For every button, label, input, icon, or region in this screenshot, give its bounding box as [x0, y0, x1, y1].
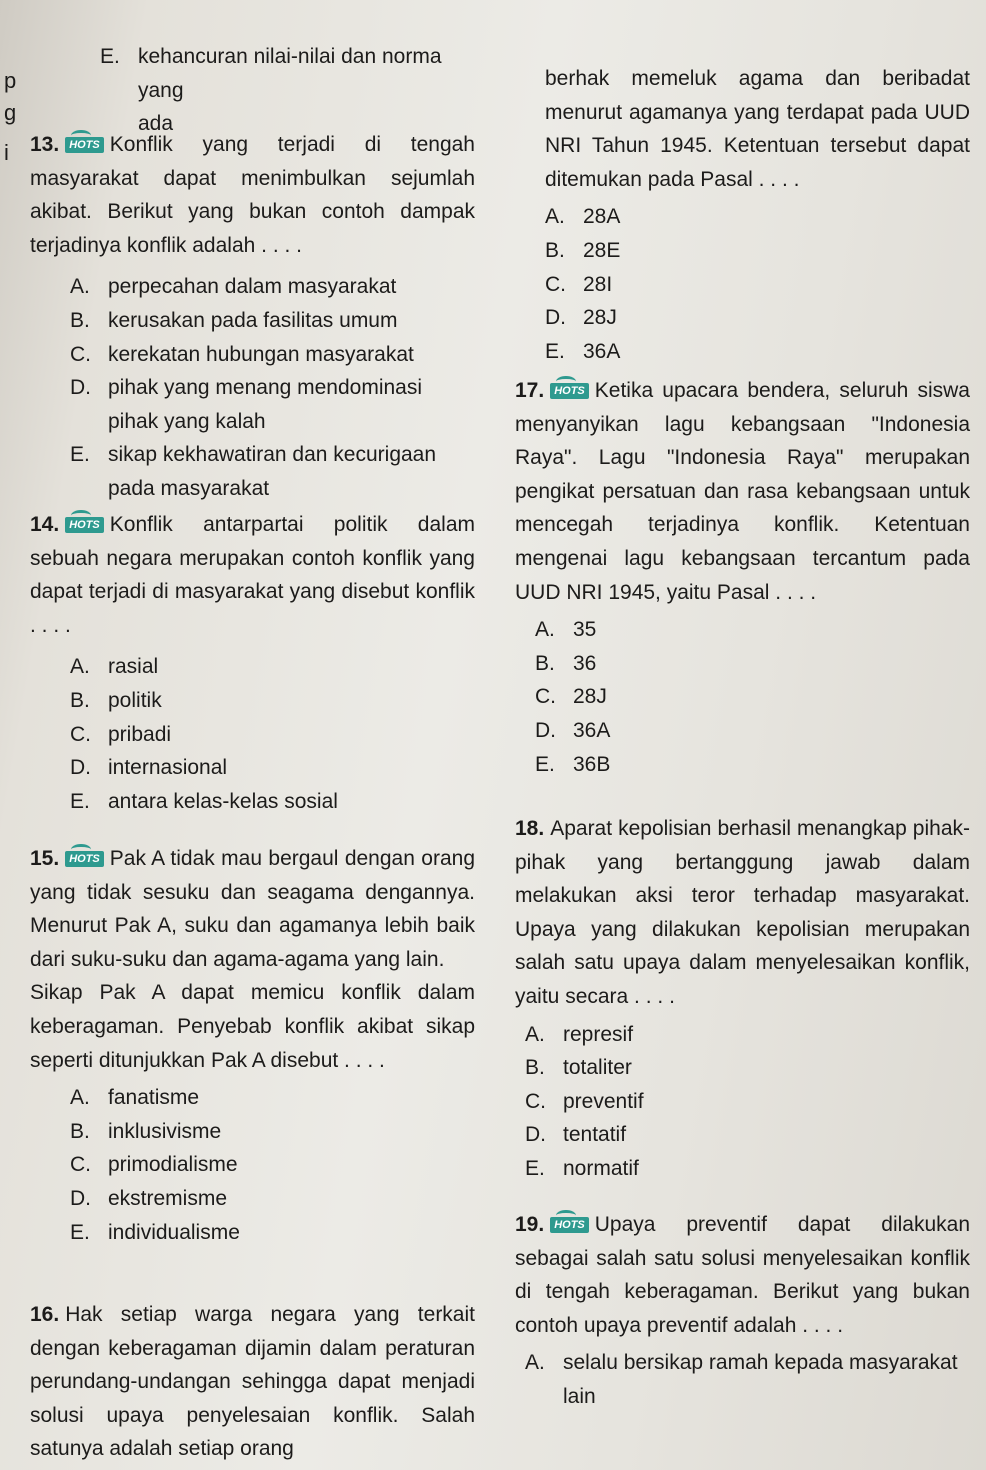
option-letter: A.: [70, 655, 90, 679]
option-e: [545, 335, 970, 369]
option-text: sikap kekhawatiran dan kecurigaan pada masyarakat: [108, 443, 437, 500]
question-text: Ketika upacara bendera, seluruh siswa menyanyikan lagu kebangsaan "Indonesia Raya". Lagu "Indonesia Raya" merupakan pengikat persatuan dan rasa kebangsaan untuk mencegah terjadinya konflik. Ketentuan mengenai lagu kebangsaan tercantum pada UUD NRI 1945, yaitu Pasal . . . .: [515, 379, 970, 604]
option-text: antara kelas-kelas sosial: [108, 789, 338, 813]
option-text: totaliter: [563, 1056, 632, 1080]
hots-badge-icon: HOTS: [550, 383, 589, 399]
option-text: 28J: [573, 685, 607, 709]
option-text: 36: [573, 651, 597, 675]
option-d: [70, 1182, 475, 1216]
hots-badge-icon: HOTS: [65, 137, 104, 153]
option-a: [70, 270, 475, 304]
option-letter: C.: [70, 342, 91, 366]
option-d: [535, 714, 970, 748]
option-letter: D.: [70, 376, 91, 400]
option-b: [70, 1115, 475, 1149]
question-17: [515, 374, 970, 781]
option-letter: B.: [525, 1056, 545, 1080]
option-b: [545, 234, 970, 268]
question-15: [30, 842, 475, 1249]
option-c: [70, 338, 475, 372]
option-letter: B.: [70, 1119, 90, 1143]
option-text: 28E: [583, 238, 621, 262]
question-number: 14.: [30, 513, 60, 536]
option-list: [30, 270, 475, 505]
question-stem: [30, 842, 475, 976]
option-a: [525, 1346, 970, 1413]
option-letter: D.: [545, 306, 566, 330]
option-letter: D.: [70, 1186, 91, 1210]
option-c: [70, 1148, 475, 1182]
option-text: 36B: [573, 752, 611, 776]
question-stem: [515, 1208, 970, 1342]
hots-badge-icon: HOTS: [65, 517, 104, 533]
option-c: [70, 718, 475, 752]
option-letter: E.: [70, 443, 90, 467]
question-18: [515, 812, 970, 1186]
option-d: [525, 1118, 970, 1152]
option-text: ekstremisme: [108, 1186, 228, 1210]
option-list: [515, 613, 970, 781]
option-letter: E.: [70, 1220, 90, 1244]
option-letter: C.: [535, 685, 556, 709]
option-text: represif: [563, 1022, 634, 1046]
option-letter: B.: [70, 308, 90, 332]
option-text: pribadi: [108, 722, 172, 746]
question-number: 15.: [30, 847, 60, 870]
option-text: kerusakan pada fasilitas umum: [108, 308, 398, 332]
hots-badge-icon: HOTS: [65, 851, 104, 867]
question-14: [30, 508, 475, 818]
option-letter: C.: [545, 272, 566, 296]
question-number: 19.: [515, 1213, 545, 1236]
question-12-end: [30, 40, 475, 141]
option-letter: B.: [70, 688, 90, 712]
option-letter: B.: [535, 651, 555, 675]
option-text: politik: [108, 688, 162, 712]
option-text: 28I: [583, 272, 613, 296]
question-text: Aparat kepolisian berhasil menangkap pihak-pihak yang bertanggung jawab dalam melakukan aksi teror terhadap masyarakat. Upaya yang dilakukan kepolisian merupakan salah satu upaya dalam menyelesaikan konflik, yaitu secara . . . .: [515, 817, 970, 1008]
question-text: Konflik antarpartai politik dalam sebuah negara merupakan contoh konflik yang dapat terjadi di masyarakat yang disebut konflik . . . .: [30, 513, 475, 637]
question-stem: [30, 508, 475, 642]
option-list: [30, 650, 475, 818]
option-c: [535, 680, 970, 714]
question-number: 18.: [515, 817, 545, 840]
option-b: [70, 684, 475, 718]
option-a: [545, 200, 970, 234]
option-letter: C.: [525, 1089, 546, 1113]
edge-fragment: i: [4, 140, 9, 165]
option-text: rasial: [108, 655, 159, 679]
option-b: [525, 1051, 970, 1085]
option-text: 36A: [573, 718, 611, 742]
question-16-cont: [515, 62, 970, 368]
option-text: pihak yang menang mendominasi pihak yang kalah: [108, 376, 423, 433]
option-letter: E.: [525, 1156, 545, 1180]
option-text: internasional: [108, 756, 228, 780]
option-text: 28A: [583, 205, 621, 229]
option-letter: A.: [545, 205, 565, 229]
option-text-cont: ada: [138, 112, 174, 136]
option-d: [545, 301, 970, 335]
question-text-2: Sikap Pak A dapat memicu konflik dalam keberagaman. Penyebab konflik akibat sikap seperti ditunjukkan Pak A disebut . . . .: [30, 981, 475, 1072]
option-e: [70, 438, 475, 505]
edge-fragment: p: [4, 68, 17, 93]
option-letter: E.: [535, 752, 555, 776]
option-e: [525, 1152, 970, 1186]
question-text: Hak setiap warga negara yang terkait dengan keberagaman dijamin dalam peraturan perundang-undangan sehingga dapat menjadi solusi upaya penyelesaian konflik. Salah satunya adalah setiap orang: [30, 1303, 475, 1461]
option-a: [70, 1081, 475, 1115]
option-text: fanatisme: [108, 1086, 200, 1110]
option-text: inklusivisme: [108, 1119, 222, 1143]
option-e: [535, 748, 970, 782]
question-text-cont: berhak memeluk agama dan beribadat menurut agamanya yang terdapat pada UUD NRI Tahun 1945. Ketentuan tersebut dapat ditemukan pada Pasal . . . .: [545, 67, 970, 191]
option-c: [525, 1085, 970, 1119]
option-d: [70, 751, 475, 785]
question-stem: [515, 374, 970, 609]
option-letter: E.: [545, 339, 565, 363]
option-d: [70, 371, 475, 438]
option-letter: D.: [70, 756, 91, 780]
option: [100, 40, 475, 107]
option-b: [70, 304, 475, 338]
option-a: [70, 650, 475, 684]
option-text: perpecahan dalam masyarakat: [108, 275, 397, 299]
option-text: kehancuran nilai-nilai dan norma yang: [138, 45, 442, 102]
option-text: primodialisme: [108, 1153, 238, 1177]
option-letter: A.: [70, 1086, 90, 1110]
question-number: 17.: [515, 379, 545, 402]
option-list: [30, 1081, 475, 1249]
option-list: [515, 200, 970, 368]
option-list: [515, 1018, 970, 1186]
question-16: [30, 1298, 475, 1466]
option-text: tentatif: [563, 1123, 627, 1147]
option-text: individualisme: [108, 1220, 240, 1244]
question-text: Upaya preventif dapat dilakukan sebagai salah satu solusi menyelesaikan konflik di tengah keberagaman. Berikut yang bukan contoh upaya preventif adalah . . . .: [515, 1213, 970, 1337]
option-letter: D.: [525, 1123, 546, 1147]
option-e: [70, 1216, 475, 1250]
option-a: [535, 613, 970, 647]
hots-badge-icon: HOTS: [550, 1217, 589, 1233]
option-letter: D.: [535, 718, 556, 742]
option-letter: A.: [70, 275, 90, 299]
question-stem: [515, 812, 970, 1014]
option-letter: A.: [535, 618, 555, 642]
option-letter: C.: [70, 722, 91, 746]
question-13: [30, 128, 475, 506]
option-letter: E.: [100, 45, 120, 68]
option-text: preventif: [563, 1089, 644, 1113]
question-number: 16.: [30, 1303, 60, 1326]
option-e: [70, 785, 475, 819]
edge-fragment: g: [4, 100, 17, 125]
option-a: [525, 1018, 970, 1052]
option-list: [515, 1346, 970, 1413]
question-number: 13.: [30, 133, 60, 156]
option-letter: B.: [545, 238, 565, 262]
question-stem: [30, 128, 475, 262]
option-text: 36A: [583, 339, 621, 363]
option-b: [535, 647, 970, 681]
option-c: [545, 268, 970, 302]
option-letter: C.: [70, 1153, 91, 1177]
option-letter: A.: [525, 1022, 545, 1046]
option-text: normatif: [563, 1156, 639, 1180]
question-text: Pak A tidak mau bergaul dengan orang yang tidak sesuku dan seagama dengannya. Menurut Pak A, suku dan agamanya lebih baik dari suku-suku dan agama-agama yang lain.: [30, 847, 475, 971]
question-text: Konflik yang terjadi di tengah masyarakat dapat menimbulkan sejumlah akibat. Berikut yang bukan contoh dampak terjadinya konflik adalah . . . .: [30, 133, 475, 257]
option-letter: E.: [70, 789, 90, 813]
question-stem: [30, 1298, 475, 1466]
question-19: [515, 1208, 970, 1414]
option-letter: A.: [525, 1351, 545, 1375]
option-text: selalu bersikap ramah kepada masyarakat lain: [563, 1351, 958, 1408]
option-text: 35: [573, 618, 597, 642]
option-text: 28J: [583, 306, 617, 330]
option-text: kerekatan hubungan masyarakat: [108, 342, 414, 366]
